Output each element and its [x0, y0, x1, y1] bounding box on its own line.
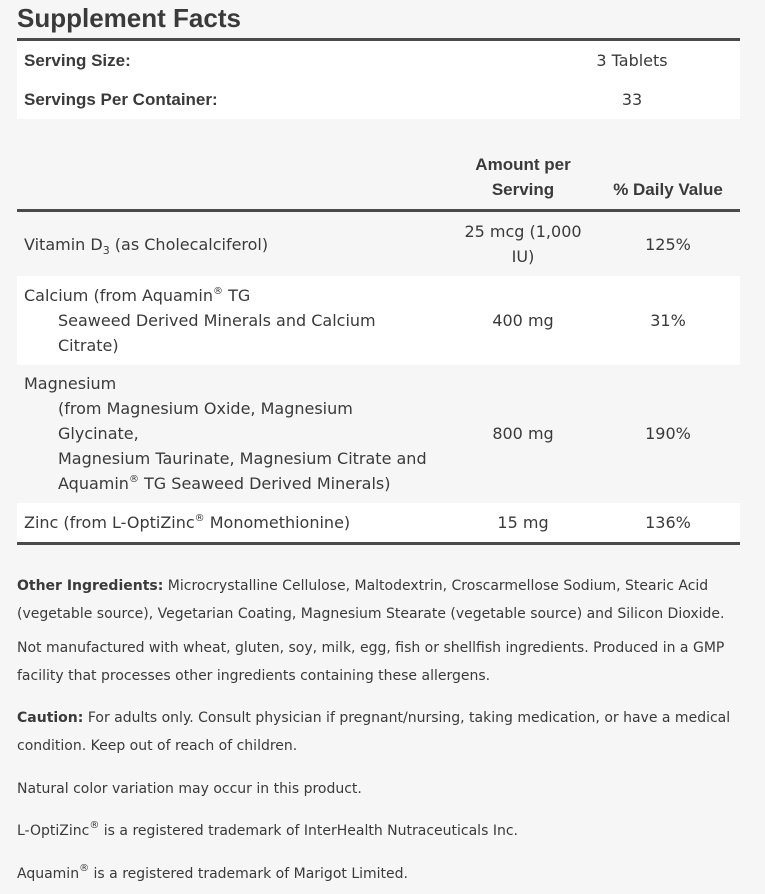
registered-mark: ® [212, 285, 223, 297]
nutrient-name-text: Vitamin D [24, 235, 103, 254]
caution-text: For adults only. Consult physician if pregnant/nursing, taking medication, or have a medical condition. Keep out of reach of children. [17, 710, 731, 754]
amount-line: 25 mcg (1,000 [464, 222, 582, 241]
caution-statement [17, 704, 747, 760]
serving-size-value: 3 Tablets [596, 51, 668, 70]
nutrient-amount: 400 mg [492, 311, 554, 330]
subscript: 3 [102, 244, 110, 258]
amount-header-line1: Amount per [475, 155, 571, 174]
nutrient-dv: 31% [650, 311, 686, 330]
table-bottom-rule [17, 542, 740, 545]
nutrient-dv: 190% [645, 424, 691, 443]
trademark-text: is a registered trademark of InterHealth Nutraceuticals Inc. [99, 823, 518, 839]
nutrient-amount: 15 mg [497, 513, 549, 532]
servings-per-container-value: 33 [621, 90, 643, 109]
trademark-aquamin [17, 860, 747, 888]
other-ingredients-label: Other Ingredients: [17, 578, 164, 594]
nutrient-name-text: Zinc (from L-OptiZinc [24, 513, 195, 532]
nutrient-name-text: Seaweed Derived Minerals and Calcium [58, 311, 376, 330]
nutrient-name-text: (from Magnesium Oxide, Magnesium [58, 399, 353, 418]
nutrient-name-text: Magnesium [24, 374, 117, 393]
other-ingredients-text: Microcrystalline Cellulose, Maltodextrin, Croscarmellose Sodium, Stearic Acid (vegetable source), Vegetarian Coating, Magnesium Stearate (vegetable source) and Silicon Dioxide. [17, 578, 725, 622]
registered-mark: ® [79, 863, 90, 875]
nutrient-amount [453, 219, 593, 269]
nutrient-dv: 136% [645, 513, 691, 532]
nutrient-name-text: Aquamin [58, 474, 129, 493]
nutrient-name-text: Citrate) [58, 336, 119, 355]
registered-mark: ® [194, 512, 205, 524]
other-ingredients [17, 572, 747, 628]
nutrient-name-text: (as Cholecalciferol) [109, 235, 269, 254]
allergen-statement: Not manufactured with wheat, gluten, soy, milk, egg, fish or shellfish ingredients. Produced in a GMP facility that processes other ingredients containing these allergens. [17, 640, 725, 684]
nutrient-name-text: Monomethionine) [204, 513, 351, 532]
serving-size-label: Serving Size: [24, 51, 131, 70]
trademark-text: Aquamin [17, 866, 80, 882]
nutrient-dv: 125% [645, 235, 691, 254]
amount-header-line2: Serving [491, 180, 555, 199]
color-variation-note: Natural color variation may occur in this product. [17, 781, 362, 797]
nutrient-name [24, 510, 454, 535]
nutrient-name-text: TG Seaweed Derived Minerals) [138, 474, 391, 493]
amount-line: IU) [511, 247, 535, 266]
nutrient-name-text: TG [222, 286, 251, 305]
servings-per-container-label: Servings Per Container: [24, 90, 218, 109]
trademark-text: L-OptiZinc [17, 823, 90, 839]
panel-title: Supplement Facts [17, 3, 241, 33]
trademark-text: is a registered trademark of Marigot Limited. [89, 866, 408, 882]
nutrient-name-text: Glycinate, [58, 424, 139, 443]
nutrient-name-text: Magnesium Taurinate, Magnesium Citrate and [58, 449, 427, 468]
nutrient-name [24, 283, 454, 358]
caution-label: Caution: [17, 710, 84, 726]
daily-value-header: % Daily Value [613, 180, 723, 199]
nutrient-name [24, 371, 454, 496]
registered-mark: ® [128, 473, 139, 485]
trademark-optizinc [17, 817, 747, 845]
nutrient-amount: 800 mg [492, 424, 554, 443]
nutrient-name [24, 232, 454, 257]
registered-mark: ® [89, 820, 100, 832]
nutrient-name-text: Calcium (from Aquamin [24, 286, 213, 305]
